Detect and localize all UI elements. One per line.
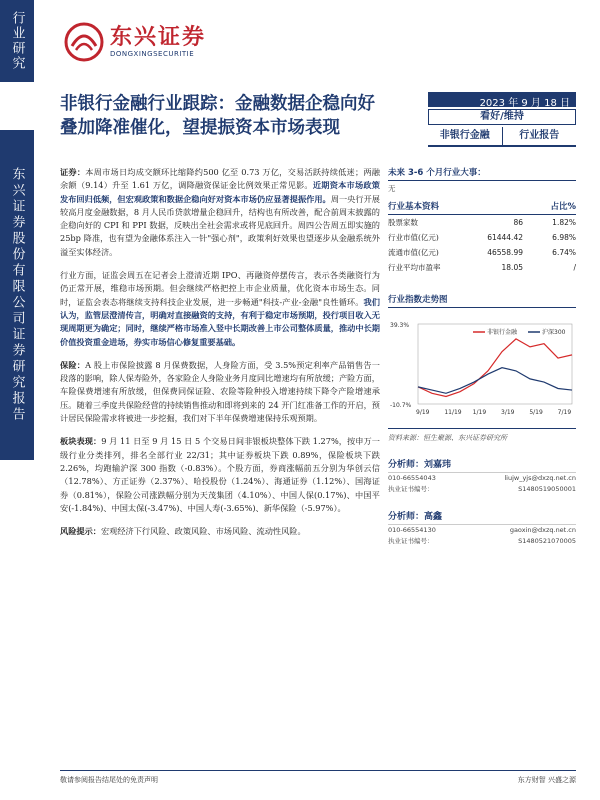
sidebar-section-label: 行业研究 — [0, 0, 34, 82]
basic-info-heading: 行业基本资料 — [388, 202, 440, 212]
x-tick-label: 7/19 — [557, 409, 572, 416]
analyst-phone: 010-66554130 — [388, 526, 436, 534]
report-tags — [428, 127, 576, 147]
analyst-phone: 010-66554043 — [388, 474, 436, 482]
paragraph-industry — [60, 269, 380, 349]
legend-label: 非银行金融 — [487, 329, 518, 336]
analyst-2-cert — [388, 536, 576, 547]
para-text: 周一央行开展较高月度金融数据，8 月人民币贷款增量企稳回升，结构也有所改善，配合前周末披露的企稳向好的 CPI 和 PPI 数据，反映出全社会需求或将见底回升。周四公告周五即实施的 25bp 降准，也有望为金融体系注入一针"强心剂"，政策利好效果也望逐步从金融系统外溢至实体经济。 — [60, 193, 380, 257]
cert-number: S1480519050001 — [518, 485, 576, 493]
x-tick-label: 3/19 — [501, 409, 515, 416]
para-head: 证券： — [60, 167, 86, 177]
para-text: 9 月 11 日至 9 月 15 日 5 个交易日间非银板块整体下跌 1.27%，按申万一级行业分类排列，排名全部行业 22/31；其中证券板块下跌 0.89%，保险板块下跌 2.26%，均跑输沪深 300 指数（-0.83%）。个股方面，券商涨幅前五分别为华创云信（12.78%）、方正证券（2.37%）、哈投股份（1.24%）、海通证券（1.12%）、国海证券（0.81%），保险公司涨跌幅分别为天茂集团（4.10%）、中国人保(0.17%)、中国平安(-1.84%)、中国太保(-3.47%)、中国人寿(-3.65%)、新华保险（-5.97%）。 — [60, 436, 380, 513]
series-line — [418, 368, 572, 394]
right-panel — [388, 166, 576, 547]
report-rating: 看好/维持 — [428, 109, 576, 125]
paragraph-risk — [60, 525, 380, 538]
y-tick-label: -10.7% — [390, 402, 412, 409]
report-meta — [428, 92, 576, 147]
company-logo — [64, 22, 206, 62]
row-pct: / — [573, 263, 576, 272]
basic-info-pct-header: 占比% — [550, 202, 576, 212]
analyst-email[interactable]: gaoxin@dxzq.net.cn — [509, 526, 576, 534]
legend-label: 沪深300 — [542, 329, 566, 336]
para-text: A 股上市保险披露 8 月保费数据，人身险方面，受 3.5%预定利率产品销售告一段落的影响，除人保寿险外，各家险企人身险业务月度同比增速均有所放缓；产险方面，车险保费增速有所放缓，但保费同保证险、农险等险种投入增速持续下降令产险增速承压。随着三季度共保险经营的持续销售推动和即将到来的 24 开门红准备工作的开启，预计居民保险需求将被进一步挖掘，我们对下半年保费增速保持乐观预期。 — [60, 359, 380, 424]
analyst-2-heading: 分析师：高鑫 — [388, 509, 576, 525]
footer-disclaimer: 敬请参阅报告结尾处的免责声明 — [60, 776, 158, 784]
para-head: 板块表现： — [60, 436, 102, 447]
outlook-heading: 未来 3-6 个月行业大事： — [388, 166, 576, 181]
table-row — [388, 260, 576, 275]
analyst-2-contact — [388, 525, 576, 536]
row-label: 行业平均市盈率 — [388, 263, 441, 272]
x-tick-label: 1/19 — [472, 409, 487, 416]
logo-icon — [64, 22, 104, 62]
y-tick-label: 39.3% — [390, 322, 410, 329]
chart-source: 资料来源：恒生聚源、东兴证券研究所 — [388, 428, 576, 443]
para-text: 行业方面，证监会周五在记者会上澄清近期 IPO、再融资停摆传言，表示各类融资行为仍正常开展，维稳市场预期。但会继续严格把控上市企业质量，优化资本市场生态。同时，证监会表态将继续支持科技企业发展，进一步畅通"科技-产业-金融"良性循环。 — [60, 270, 380, 307]
x-tick-label: 11/19 — [444, 409, 462, 416]
paragraph-securities — [60, 166, 380, 259]
cert-label: 执业证书编号： — [388, 485, 434, 493]
page-footer — [60, 770, 576, 785]
row-value: 18.05 — [501, 263, 523, 272]
report-date: 2023 年 9 月 18 日 — [428, 92, 576, 107]
row-pct: 6.98% — [552, 233, 576, 242]
analyst-1-cert — [388, 484, 576, 495]
cert-number: S1480521070005 — [518, 537, 576, 545]
logo-name-en: DONGXINGSECURITIE — [110, 50, 195, 58]
para-highlight: 近期资本市场政策发布回归低频，但宏观政策和数据企稳向好对资本市场仍应显著提振作用。 — [60, 180, 380, 204]
logo-name-cn: 东兴证券 — [110, 25, 207, 50]
series-line — [418, 339, 572, 397]
row-label: 行业市值(亿元) — [388, 233, 439, 242]
row-pct: 1.82% — [552, 218, 576, 227]
paragraph-performance — [60, 435, 380, 515]
row-value: 86 — [513, 218, 523, 227]
sidebar — [0, 0, 34, 800]
para-text: 本周市场日均成交额环比缩降约500 亿至 0.73 万亿，交易活跃持续低迷；两融余额（9.14）升至 1.61 万亿，调降融资保证金比例效果正常见影。 — [60, 167, 380, 191]
table-row — [388, 245, 576, 260]
table-row — [388, 230, 576, 245]
row-label: 股票家数 — [388, 218, 418, 227]
x-tick-label: 9/19 — [416, 409, 430, 416]
row-pct: 6.74% — [552, 248, 576, 257]
footer-slogan: 东方财智 兴盛之源 — [517, 776, 576, 784]
basic-info-header — [388, 200, 576, 215]
paragraph-insurance — [60, 359, 380, 425]
cert-label: 执业证书编号： — [388, 537, 434, 545]
sidebar-company-label: 东兴证券股份有限公司证券研究报告 — [0, 130, 34, 460]
tag-sector: 非银行金融 — [439, 130, 490, 141]
x-tick-label: 5/19 — [529, 409, 543, 416]
para-head: 保险： — [60, 359, 86, 370]
row-value: 46558.99 — [487, 248, 523, 257]
analyst-1-heading: 分析师：刘嘉玮 — [388, 457, 576, 473]
para-text: 宏观经济下行风险、政策风险、市场风险、流动性风险。 — [100, 526, 306, 537]
row-label: 流通市值(亿元) — [388, 248, 439, 257]
analyst-1-contact — [388, 473, 576, 484]
report-body — [60, 166, 380, 548]
index-trend-chart — [388, 312, 576, 422]
row-value: 61444.42 — [487, 233, 523, 242]
table-row — [388, 215, 576, 230]
chart-heading: 行业指数走势图 — [388, 293, 576, 308]
para-head: 风险提示： — [60, 526, 101, 537]
tag-type: 行业报告 — [502, 127, 577, 145]
report-title: 非银行金融行业跟踪：金融数据企稳向好叠加降准催化，望提振资本市场表现 — [60, 94, 375, 138]
outlook-value: 无 — [388, 184, 396, 193]
para-highlight: 我们认为，监管层澄清传言，明确对直接融资的支持，有利于稳定市场预期，投行项目收入无现周期更为确定；同时，继续严格市场准入竖中长期改善上市公司整体质量，推动中长期价值投资重金进场，券实市场信心修复重要基础。 — [60, 296, 380, 347]
analyst-email[interactable]: liujw_yjs@dxzq.net.cn — [504, 474, 576, 482]
